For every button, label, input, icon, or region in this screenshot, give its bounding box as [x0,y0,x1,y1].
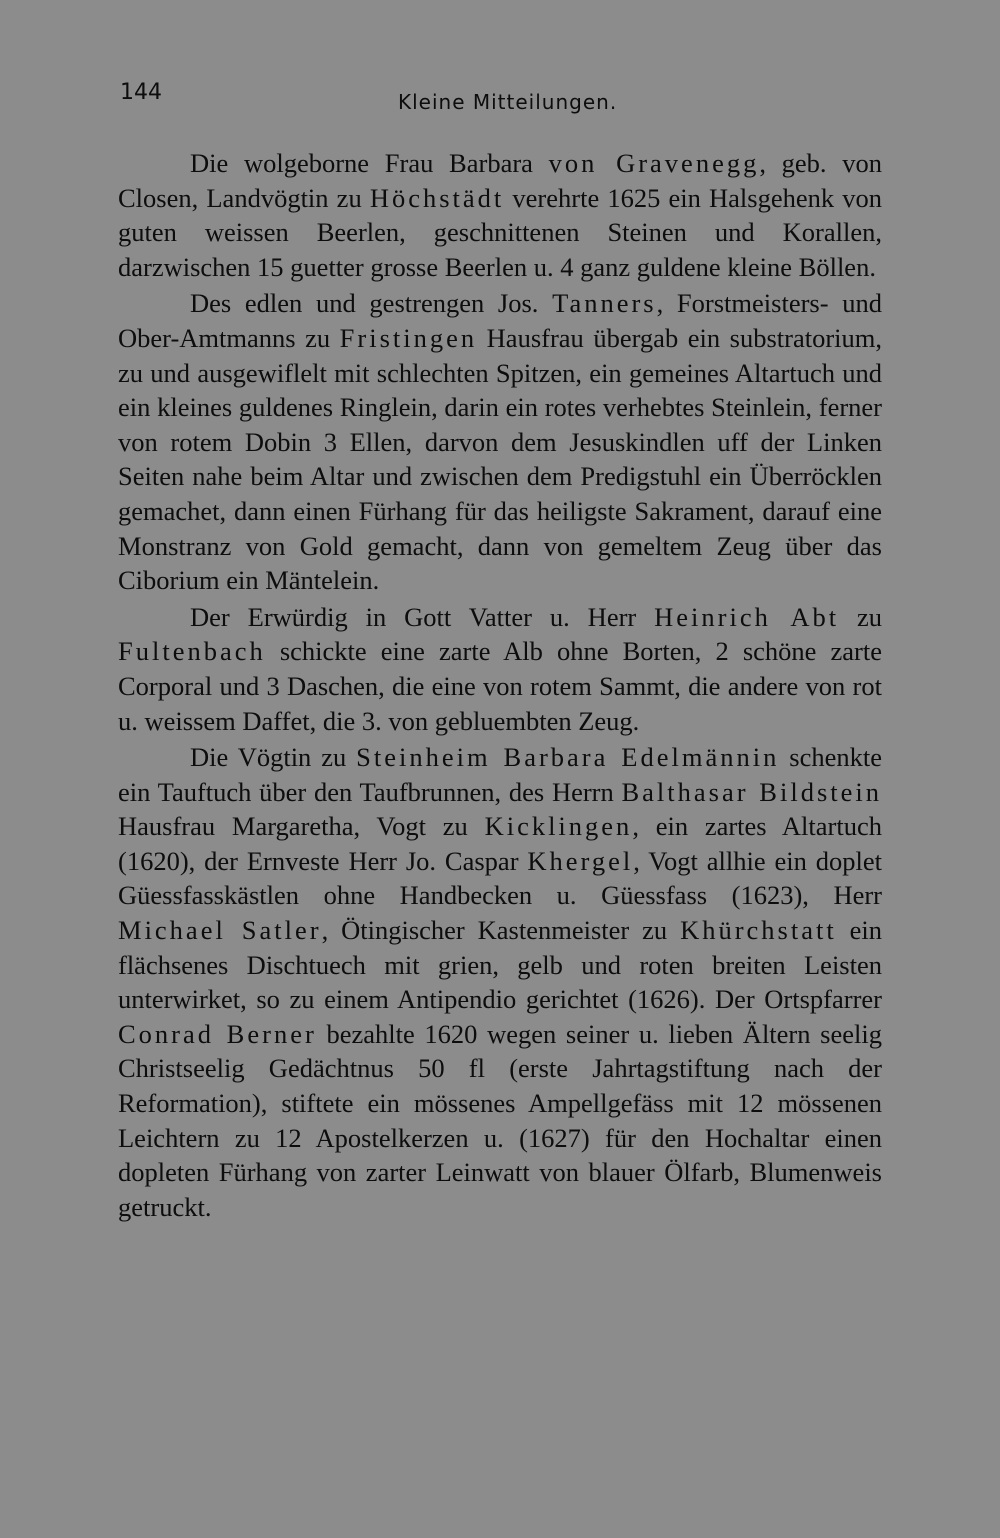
text-run: schickte eine zarte Alb ohne Borten, 2 schöne zarte Corporal und 3 Daschen, die eine von rotem Sammt, die andere von rot u. weissem Daffet, die 3. von gebluembten Zeug. [118,636,882,736]
text-run: ein flächsenes Dischtuech mit grien, gelb und roten breiten Leisten unterwirket, so zu einem Antipendio gerichtet (1626). Der Ortspfarrer [118,915,883,1015]
spaced-name: von Gravenegg [548,148,760,178]
text-run: verehrte 1625 ein Halsgehenk von guten weissen Beerlen, geschnittenen Steinen und Korallen, darzwischen 15 guetter grosse Beerlen u. 4 ganz guldene kleine Böllen. [118,182,882,282]
spaced-name: Balthasar Bildstein [621,776,882,807]
text-run: Der Erwürdig in Gott Vatter u. Herr [190,601,655,632]
spaced-name: Tanners [552,288,657,319]
spaced-name: Kicklingen [484,811,633,842]
text-run: , Forstmeisters- und Ober-Amtmanns zu [118,288,882,353]
text-run: Die wolgeborne Frau Barbara [190,148,549,178]
body-text [118,146,882,1224]
text-run: Die Vögtin zu [190,742,357,773]
text-run: , geb. von Closen, Landvögtin zu [118,148,883,213]
text-run: zu [839,601,883,632]
running-head [120,80,882,116]
spaced-name: Fristingen [339,322,478,353]
spaced-name: Michael Satler [118,915,322,946]
text-run: bezahlte 1620 wegen seiner u. lieben Ältern seelig Christseelig Gedächtnus 50 fl (erste Jahrtagstiftung nach der Reformation), stiftete ein mössenes Ampellgefäss mit 12 mössenen Leichtern zu 12 Apostelkerzen u. (1627) für den Hochaltar einen dopleten Fürhang von zarter Leinwatt von blauer Ölfarb, Blumenweis getruckt. [118,1018,882,1222]
spaced-name: Fultenbach [118,636,266,667]
text-run: Hausfrau übergab ein substratorium, zu und ausgewiflelt mit schlechten Spitzen, ein gemeines Altartuch und ein kleines guldenes Ringlein, darin ein rotes verhebtes Steinlein, ferner von rotem Dobin 3 Ellen, darvon dem Jesuskindlen uff der Linken Seiten nahe beim Altar und zwischen dem Predigstuhl ein Überröcklen gemachet, dann einen Fürhang für das heiligste Sakrament, darauf eine Monstranz von Gold gemacht, dann von gemeltem Zeug über das Ciborium ein Mäntelein. [118,322,882,596]
paragraph [118,286,882,597]
text-run: Des edlen und gestrengen Jos. [190,288,553,319]
paragraph [118,600,882,738]
text-run: , Ötingischer Kastenmeister zu [321,915,681,946]
paragraph [118,146,882,284]
spaced-name: Heinrich Abt [654,601,840,632]
spaced-name: Höchstädt [369,182,505,213]
spaced-name: Conrad Berner [118,1018,317,1049]
text-run: , Vogt allhie ein doplet Güessfasskästlen ohne Handbecken u. Güessfass (1623), Herr [118,845,882,911]
running-title: Kleine Mitteilungen. [398,90,618,114]
spaced-name: Khürchstatt [680,915,837,946]
text-run: , ein zartes Altartuch (1620), der Ernveste Herr Jo. Caspar [118,811,882,876]
paragraph [118,740,882,1224]
text-run: schenkte ein Tauftuch über den Taufbrunnen, des Herrn [118,742,882,807]
spaced-name: Steinheim Barbara Edelmännin [356,742,780,773]
page-number: 144 [120,80,162,105]
spaced-name: Khergel [527,845,634,876]
text-run: Hausfrau Margaretha, Vogt zu [118,811,485,842]
